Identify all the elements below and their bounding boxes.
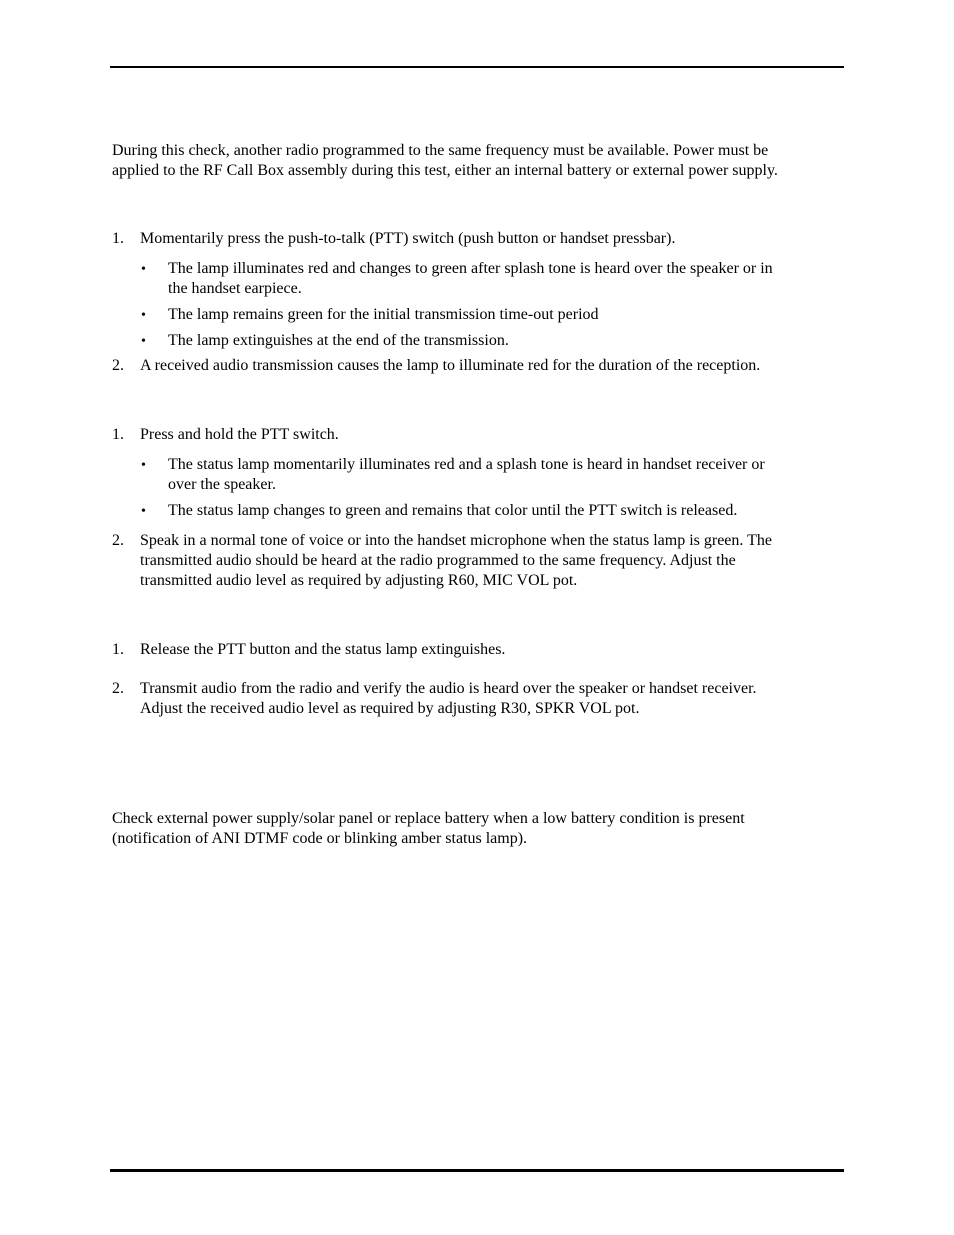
bullet-icon: • — [141, 458, 146, 473]
battery-line-1: Check external power supply/solar panel or replace battery when a low battery condition is present — [112, 810, 745, 827]
bullet-line: over the speaker. — [168, 476, 276, 493]
bullet-line: the handset earpiece. — [168, 280, 302, 297]
intro-paragraph — [112, 141, 844, 181]
list-item-text — [140, 679, 844, 719]
bullet-item — [168, 455, 844, 495]
list-item-line: Adjust the received audio level as required by adjusting R30, SPKR VOL pot. — [140, 700, 640, 717]
battery-line-2: (notification of ANI DTMF code or blinking amber status lamp). — [112, 830, 528, 847]
bullet-icon: • — [141, 308, 146, 323]
list-item-line: Transmit audio from the radio and verify the audio is heard over the speaker or handset receiver. — [140, 680, 757, 697]
list-item-text: Press and hold the PTT switch. — [140, 426, 339, 443]
list-number: 2. — [112, 532, 124, 549]
list-number: 2. — [112, 357, 124, 374]
battery-paragraph — [112, 809, 844, 849]
bullet-item: The status lamp changes to green and remains that color until the PTT switch is released. — [168, 502, 738, 519]
bullet-item: The lamp extinguishes at the end of the transmission. — [168, 332, 509, 349]
bullet-icon: • — [141, 334, 146, 349]
bullet-line: The lamp illuminates red and changes to green after splash tone is heard over the speaker or in — [168, 260, 773, 277]
list-item-line: Speak in a normal tone of voice or into the handset microphone when the status lamp is green. The — [140, 532, 772, 549]
intro-line-1: During this check, another radio programmed to the same frequency must be available. Power must be — [112, 142, 769, 159]
list-item-text: Release the PTT button and the status lamp extinguishes. — [140, 641, 506, 658]
list-number: 1. — [112, 641, 124, 658]
bullet-item: The lamp remains green for the initial transmission time-out period — [168, 306, 599, 323]
list-item-line: transmitted audio level as required by adjusting R60, MIC VOL pot. — [140, 572, 578, 589]
bullet-line: The status lamp momentarily illuminates red and a splash tone is heard in handset receiver or — [168, 456, 765, 473]
list-item-text: A received audio transmission causes the lamp to illuminate red for the duration of the reception. — [140, 357, 761, 374]
list-number: 1. — [112, 426, 124, 443]
footer-rule — [110, 1169, 844, 1172]
list-number: 2. — [112, 680, 124, 697]
list-number: 1. — [112, 230, 124, 247]
header-rule — [110, 66, 844, 68]
bullet-item — [168, 259, 844, 299]
bullet-icon: • — [141, 504, 146, 519]
intro-line-2: applied to the RF Call Box assembly during this test, either an internal battery or external power supply. — [112, 162, 778, 179]
list-item-text — [140, 531, 844, 591]
list-item-line: transmitted audio should be heard at the radio programmed to the same frequency. Adjust the — [140, 552, 736, 569]
bullet-icon: • — [141, 262, 146, 277]
list-item-text: Momentarily press the push-to-talk (PTT) switch (push button or handset pressbar). — [140, 230, 676, 247]
